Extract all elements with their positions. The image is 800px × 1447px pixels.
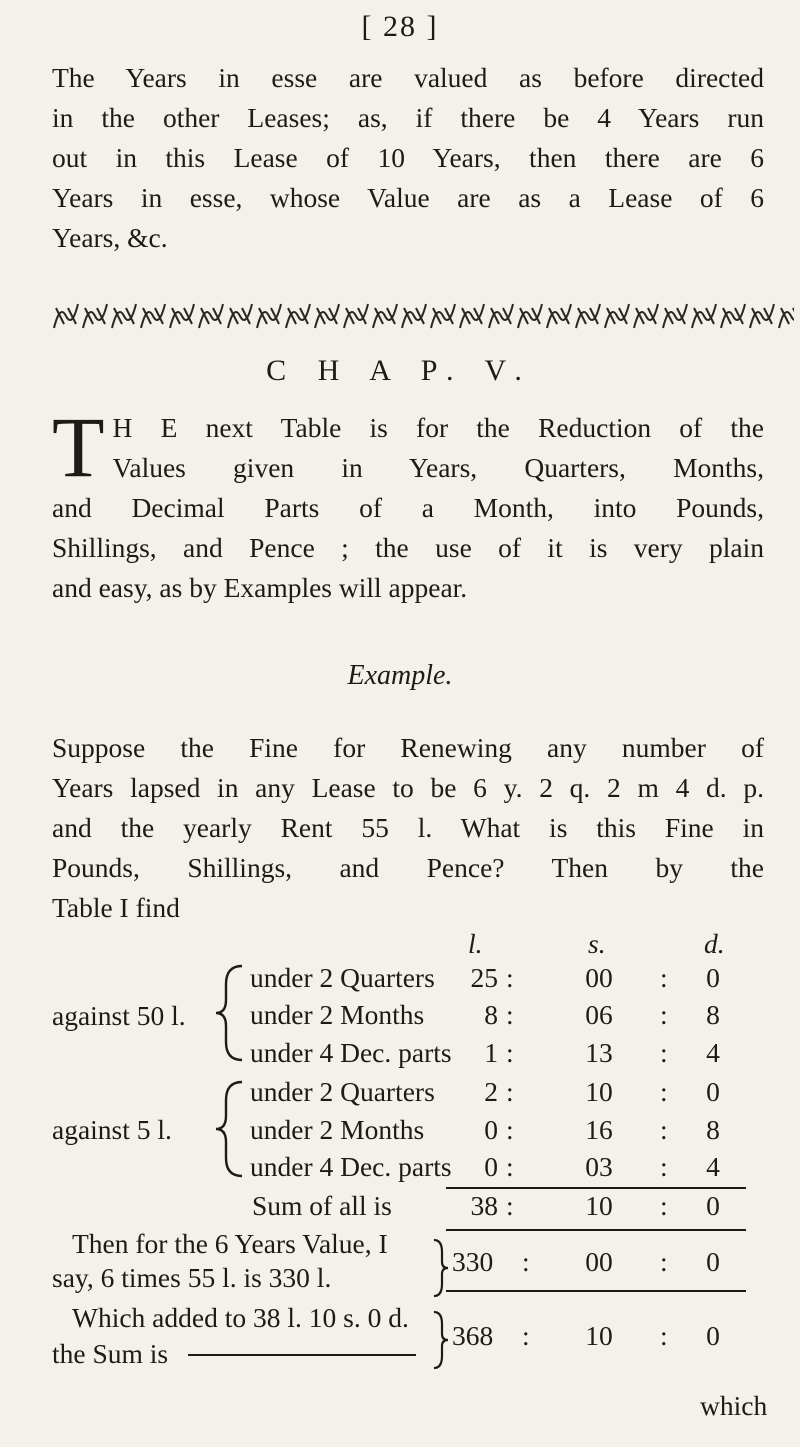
row-pence: 4 xyxy=(706,1151,720,1182)
then-line-1: Then for the 6 Years Value, I xyxy=(72,1228,388,1259)
row-colon: : xyxy=(506,1151,514,1182)
row-description: under 4 Dec. parts xyxy=(250,1037,452,1068)
row-pence: 4 xyxy=(706,1037,720,1068)
row-description: under 2 Months xyxy=(250,999,425,1030)
row-shillings: 10 xyxy=(585,1076,613,1107)
which-rule xyxy=(446,1290,746,1292)
header-pounds: l. xyxy=(468,928,483,959)
leader-rule xyxy=(188,1354,416,1356)
row-description: under 2 Quarters xyxy=(250,962,435,993)
sum-pence: 0 xyxy=(706,1190,720,1221)
row-colon: : xyxy=(506,962,514,993)
row-shillings: 00 xyxy=(585,962,613,993)
then-colon: : xyxy=(522,1246,530,1277)
section-line: Values given in Years, Quarters, Months, xyxy=(112,452,764,483)
row-colon: : xyxy=(660,1114,668,1145)
row-colon: : xyxy=(660,1076,668,1107)
intro-line: Years, &c. xyxy=(52,222,168,253)
section-line: H E next Table is for the Reduction of the xyxy=(112,412,764,443)
row-colon: : xyxy=(506,1114,514,1145)
row-pence: 8 xyxy=(706,999,720,1030)
which-shillings: 10 xyxy=(585,1320,613,1351)
which-pence: 0 xyxy=(706,1320,720,1351)
brace-group-1 xyxy=(212,960,248,1066)
drop-cap: T xyxy=(52,399,105,495)
then-pounds: 330 xyxy=(452,1246,494,1277)
intro-line: The Years in esse are valued as before directed xyxy=(52,62,764,93)
row-shillings: 16 xyxy=(585,1114,613,1145)
example-line: Pounds, Shillings, and Pence? Then by the xyxy=(52,852,764,883)
then-pence: 0 xyxy=(706,1246,720,1277)
row-colon: : xyxy=(660,1151,668,1182)
row-pence: 8 xyxy=(706,1114,720,1145)
intro-line: in the other Leases; as, if there be 4 Years run xyxy=(52,102,764,133)
row-colon: : xyxy=(506,1037,514,1068)
example-line: Table I find xyxy=(52,892,180,923)
sum-label: Sum of all is xyxy=(252,1190,392,1221)
row-colon: : xyxy=(506,999,514,1030)
page-number: [ 28 ] xyxy=(361,10,439,43)
group-label-50: against 50 l. xyxy=(52,1000,186,1031)
row-colon: : xyxy=(660,962,668,993)
example-line: Years lapsed in any Lease to be 6 y. 2 q. 2 m 4 d. p. xyxy=(52,772,764,803)
intro-line: out in this Lease of 10 Years, then there are 6 xyxy=(52,142,764,173)
row-colon: : xyxy=(660,999,668,1030)
catchword: which xyxy=(700,1390,768,1421)
example-line: Suppose the Fine for Renewing any number of xyxy=(52,732,764,763)
sum-colon: : xyxy=(660,1190,668,1221)
row-description: under 2 Quarters xyxy=(250,1076,435,1107)
row-pounds: 25 xyxy=(470,962,498,993)
intro-line: Years in esse, whose Value are as a Lease of 6 xyxy=(52,182,764,213)
group-label-5: against 5 l. xyxy=(52,1114,172,1145)
row-pounds: 0 xyxy=(484,1151,498,1182)
row-pounds: 8 xyxy=(484,999,498,1030)
row-pounds: 0 xyxy=(484,1114,498,1145)
section-line: Shillings, and Pence ; the use of it is very plain xyxy=(52,532,764,563)
row-description: under 4 Dec. parts xyxy=(250,1151,452,1182)
row-pounds: 1 xyxy=(484,1037,498,1068)
header-pence: d. xyxy=(704,928,725,959)
example-line: and the yearly Rent 55 l. What is this Fine in xyxy=(52,812,764,843)
then-rule xyxy=(446,1229,746,1231)
row-shillings: 06 xyxy=(585,999,613,1030)
then-line-2: say, 6 times 55 l. is 330 l. xyxy=(52,1262,332,1293)
which-pounds: 368 xyxy=(452,1320,494,1351)
section-line: and easy, as by Examples will appear. xyxy=(52,572,468,603)
row-pounds: 2 xyxy=(484,1076,498,1107)
chapter-heading: C H A P. V. xyxy=(266,354,534,387)
brace-group-2 xyxy=(212,1076,248,1182)
which-line-2: the Sum is xyxy=(52,1338,169,1369)
which-colon: : xyxy=(660,1320,668,1351)
example-heading: Example. xyxy=(347,660,453,691)
then-shillings: 00 xyxy=(585,1246,613,1277)
sum-rule xyxy=(446,1187,746,1189)
section-line: and Decimal Parts of a Month, into Pounds, xyxy=(52,492,764,523)
sum-colon: : xyxy=(506,1190,514,1221)
row-description: under 2 Months xyxy=(250,1114,425,1145)
row-shillings: 03 xyxy=(585,1151,613,1182)
which-colon: : xyxy=(522,1320,530,1351)
brace-which xyxy=(430,1308,452,1372)
sum-shillings: 10 xyxy=(585,1190,613,1221)
row-colon: : xyxy=(660,1037,668,1068)
then-colon: : xyxy=(660,1246,668,1277)
row-colon: : xyxy=(506,1076,514,1107)
row-shillings: 13 xyxy=(585,1037,613,1068)
row-pence: 0 xyxy=(706,1076,720,1107)
header-shillings: s. xyxy=(588,928,606,959)
sum-pounds: 38 xyxy=(470,1190,498,1221)
which-line-1: Which added to 38 l. 10 s. 0 d. xyxy=(72,1302,409,1333)
row-pence: 0 xyxy=(706,962,720,993)
